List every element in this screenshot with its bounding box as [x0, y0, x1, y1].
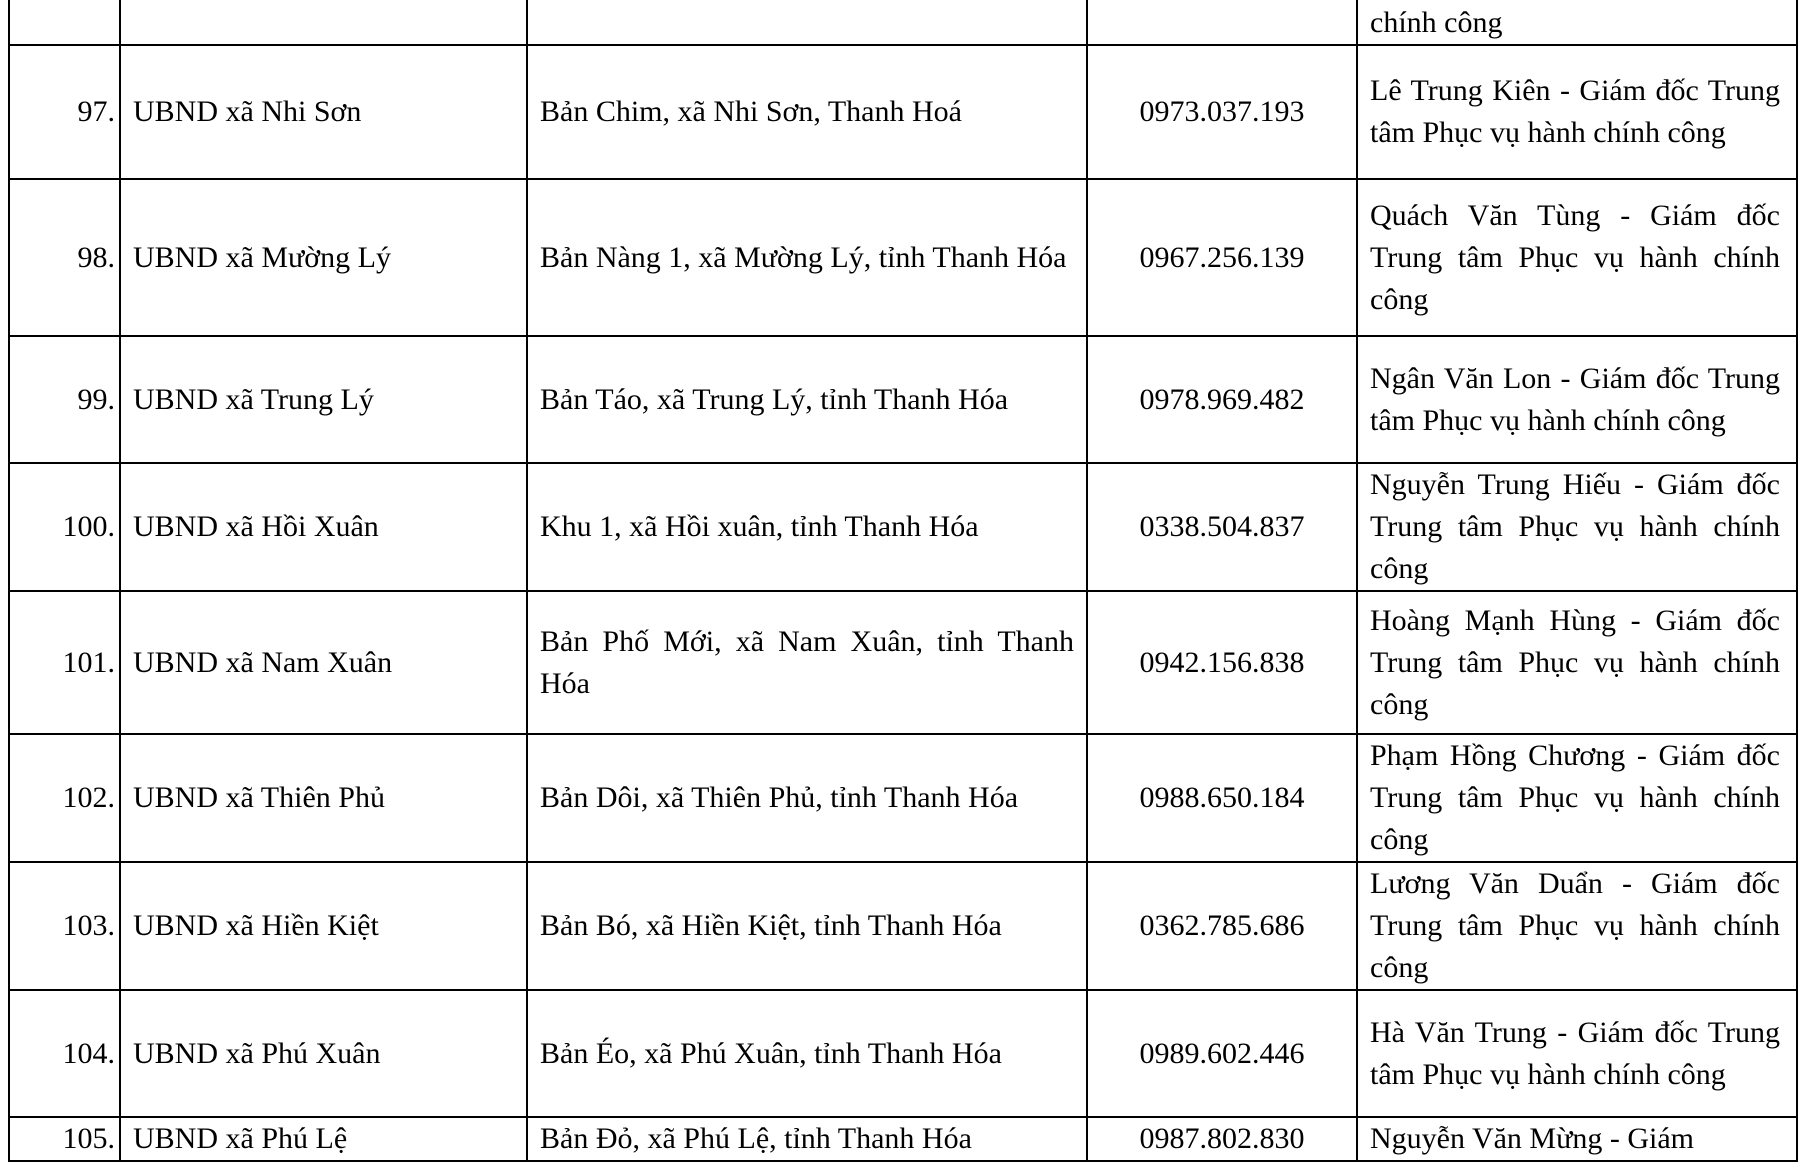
office-name: UBND xã Nam Xuân	[120, 591, 527, 734]
phone-number	[1087, 0, 1357, 45]
phone-number: 0967.256.139	[1087, 179, 1357, 336]
phone-number: 0989.602.446	[1087, 990, 1357, 1117]
row-number: 105.	[9, 1117, 120, 1161]
table-row	[9, 591, 1797, 734]
contact-person: Quách Văn Tùng - Giám đốc Trung tâm Phục vụ hành chính công	[1357, 179, 1797, 336]
table-row	[9, 1117, 1797, 1161]
contact-person: Hà Văn Trung - Giám đốc Trung tâm Phục vụ hành chính công	[1357, 990, 1797, 1117]
office-name: UBND xã Phú Xuân	[120, 990, 527, 1117]
phone-number: 0988.650.184	[1087, 734, 1357, 862]
table-row-partial	[9, 0, 1797, 45]
row-number: 100.	[9, 463, 120, 591]
row-number: 102.	[9, 734, 120, 862]
contact-person: Nguyễn Trung Hiếu - Giám đốc Trung tâm Phục vụ hành chính công	[1357, 463, 1797, 591]
phone-number: 0338.504.837	[1087, 463, 1357, 591]
contact-person: Hoàng Mạnh Hùng - Giám đốc Trung tâm Phục vụ hành chính công	[1357, 591, 1797, 734]
row-number: 97.	[9, 45, 120, 179]
table-row	[9, 336, 1797, 463]
office-name: UBND xã Hiền Kiệt	[120, 862, 527, 990]
contact-person: Nguyễn Văn Mừng - Giám	[1357, 1117, 1797, 1161]
contact-person: Phạm Hồng Chương - Giám đốc Trung tâm Phục vụ hành chính công	[1357, 734, 1797, 862]
table-row	[9, 179, 1797, 336]
office-address	[527, 0, 1087, 45]
table-row	[9, 862, 1797, 990]
contact-person: chính công	[1357, 0, 1797, 45]
office-address: Bản Dôi, xã Thiên Phủ, tỉnh Thanh Hóa	[527, 734, 1087, 862]
contact-table	[8, 0, 1798, 1162]
office-name: UBND xã Mường Lý	[120, 179, 527, 336]
office-address: Bản Éo, xã Phú Xuân, tỉnh Thanh Hóa	[527, 990, 1087, 1117]
phone-number: 0973.037.193	[1087, 45, 1357, 179]
phone-number: 0942.156.838	[1087, 591, 1357, 734]
contact-person: Lương Văn Duẩn - Giám đốc Trung tâm Phục vụ hành chính công	[1357, 862, 1797, 990]
row-number: 103.	[9, 862, 120, 990]
office-name: UBND xã Thiên Phủ	[120, 734, 527, 862]
office-name: UBND xã Hồi Xuân	[120, 463, 527, 591]
row-number: 101.	[9, 591, 120, 734]
office-address: Bản Phố Mới, xã Nam Xuân, tỉnh Thanh Hóa	[527, 591, 1087, 734]
office-address: Bản Nàng 1, xã Mường Lý, tỉnh Thanh Hóa	[527, 179, 1087, 336]
row-number: 99.	[9, 336, 120, 463]
office-name: UBND xã Trung Lý	[120, 336, 527, 463]
office-name: UBND xã Phú Lệ	[120, 1117, 527, 1161]
row-number: 104.	[9, 990, 120, 1117]
contact-person: Ngân Văn Lon - Giám đốc Trung tâm Phục vụ hành chính công	[1357, 336, 1797, 463]
row-number	[9, 0, 120, 45]
office-address: Bản Bó, xã Hiền Kiệt, tỉnh Thanh Hóa	[527, 862, 1087, 990]
office-address: Khu 1, xã Hồi xuân, tỉnh Thanh Hóa	[527, 463, 1087, 591]
table-row	[9, 463, 1797, 591]
contact-person: Lê Trung Kiên - Giám đốc Trung tâm Phục vụ hành chính công	[1357, 45, 1797, 179]
office-name: UBND xã Nhi Sơn	[120, 45, 527, 179]
office-name	[120, 0, 527, 45]
phone-number: 0362.785.686	[1087, 862, 1357, 990]
office-address: Bản Chim, xã Nhi Sơn, Thanh Hoá	[527, 45, 1087, 179]
table-row	[9, 990, 1797, 1117]
table-row	[9, 45, 1797, 179]
phone-number: 0978.969.482	[1087, 336, 1357, 463]
row-number: 98.	[9, 179, 120, 336]
phone-number: 0987.802.830	[1087, 1117, 1357, 1161]
office-address: Bản Táo, xã Trung Lý, tỉnh Thanh Hóa	[527, 336, 1087, 463]
office-address: Bản Đỏ, xã Phú Lệ, tỉnh Thanh Hóa	[527, 1117, 1087, 1161]
table-row	[9, 734, 1797, 862]
